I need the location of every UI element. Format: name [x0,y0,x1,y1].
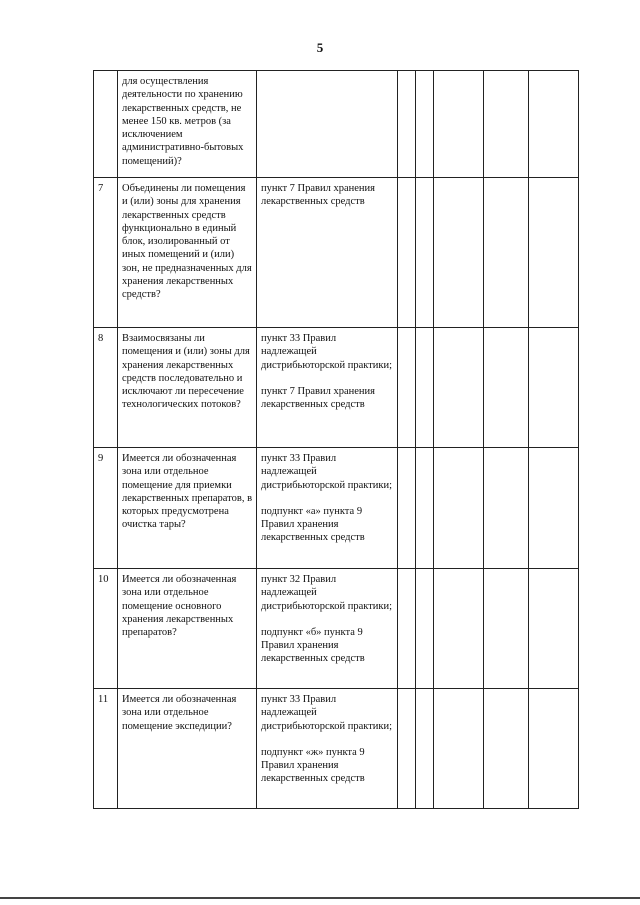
notes-cell[interactable] [529,448,579,569]
answer-cell-no[interactable] [416,71,434,178]
answer-cell-na[interactable] [434,689,484,809]
answer-cell-no[interactable] [416,328,434,448]
reference-cell [257,328,398,448]
reference-cell [257,71,398,178]
answer-cell-extra[interactable] [484,178,529,328]
answer-cell-yes[interactable] [398,689,416,809]
reference-text: пункт 33 Правил надлежащей дистрибьюторской практики; [261,694,393,732]
notes-cell[interactable] [529,689,579,809]
question-cell: Имеется ли обозначенная зона или отдельное помещение экспедиции? [118,689,257,809]
answer-cell-extra[interactable] [484,448,529,569]
reference-text: пункт 33 Правил надлежащей дистрибьюторской практики; [261,333,393,371]
answer-cell-extra[interactable] [484,569,529,689]
answer-cell-na[interactable] [434,569,484,689]
reference-text: подпункт «б» пункта 9 Правил хранения лекарственных средств [261,626,365,665]
table-row [94,448,579,569]
question-cell: для осуществления деятельности по хранению лекарственных средств, не менее 150 кв. метров (за исключением административно-бытовых помещений)? [118,71,257,178]
question-cell: Имеется ли обозначенная зона или отдельное помещение основного хранения лекарственных препаратов? [118,569,257,689]
row-number: 9 [94,448,118,569]
checklist-table [93,70,579,809]
table-row [94,569,579,689]
answer-cell-na[interactable] [434,178,484,328]
reference-text: пункт 7 Правил хранения лекарственных средств [261,183,375,208]
row-number: 7 [94,178,118,328]
row-number: 8 [94,328,118,448]
answer-cell-no[interactable] [416,569,434,689]
answer-cell-no[interactable] [416,448,434,569]
page-number: 5 [316,40,324,55]
notes-cell[interactable] [529,178,579,328]
row-number [94,71,118,178]
answer-cell-yes[interactable] [398,448,416,569]
question-cell: Взаимосвязаны ли помещения и (или) зоны для хранения лекарственных средств последовательно и исключают ли пересечение технологических потоков? [118,328,257,448]
answer-cell-no[interactable] [416,689,434,809]
reference-text: подпункт «а» пункта 9 Правил хранения лекарственных средств [261,505,365,544]
answer-cell-yes[interactable] [398,569,416,689]
reference-text: пункт 33 Правил надлежащей дистрибьюторской практики; [261,453,393,491]
table-row [94,328,579,448]
answer-cell-na[interactable] [434,71,484,178]
answer-cell-yes[interactable] [398,71,416,178]
question-cell: Объединены ли помещения и (или) зоны для хранения лекарственных средств функционально в единый блок, изолированный от иных помещений и (или) зон, не предназначенных для хранения лекарственных средств? [118,178,257,328]
reference-cell [257,178,398,328]
reference-text: пункт 32 Правил надлежащей дистрибьюторской практики; [261,574,393,612]
notes-cell[interactable] [529,569,579,689]
answer-cell-extra[interactable] [484,689,529,809]
scan-edge-divider [0,897,640,899]
answer-cell-yes[interactable] [398,328,416,448]
answer-cell-extra[interactable] [484,328,529,448]
answer-cell-na[interactable] [434,328,484,448]
reference-cell [257,448,398,569]
table-row [94,689,579,809]
reference-cell [257,569,398,689]
reference-text: пункт 7 Правил хранения лекарственных средств [261,385,375,411]
row-number: 11 [94,689,118,809]
row-number: 10 [94,569,118,689]
notes-cell[interactable] [529,328,579,448]
answer-cell-no[interactable] [416,178,434,328]
answer-cell-yes[interactable] [398,178,416,328]
table-row [94,71,579,178]
reference-text: подпункт «ж» пункта 9 Правил хранения лекарственных средств [261,746,365,785]
question-cell: Имеется ли обозначенная зона или отдельное помещение для приемки лекарственных препаратов, в которых предусмотрена очистка тары? [118,448,257,569]
table-row [94,178,579,328]
reference-cell [257,689,398,809]
answer-cell-extra[interactable] [484,71,529,178]
notes-cell[interactable] [529,71,579,178]
answer-cell-na[interactable] [434,448,484,569]
